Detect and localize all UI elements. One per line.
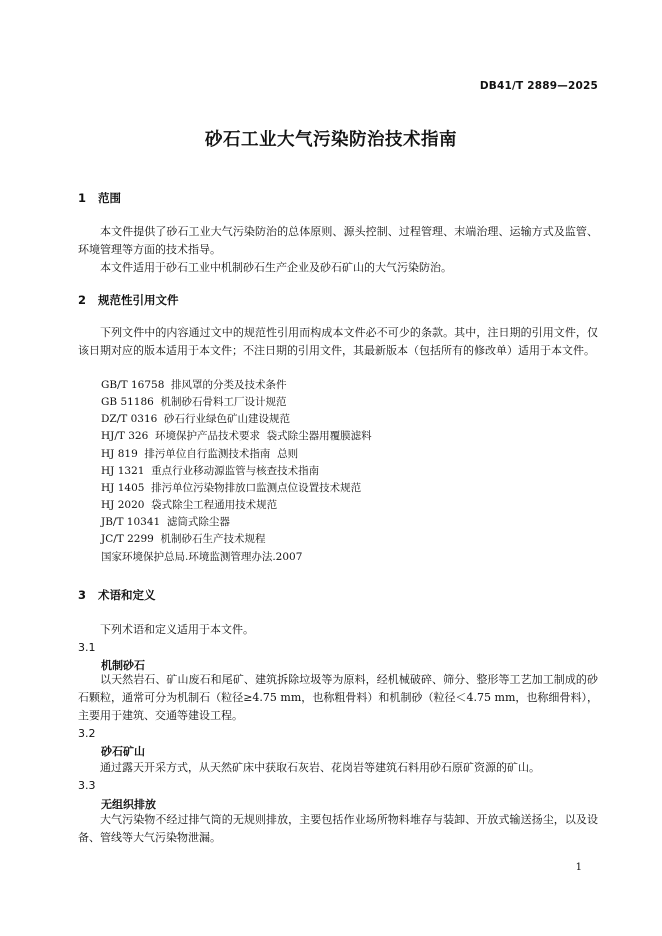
section-number: 2 bbox=[78, 293, 87, 307]
section-title: 范围 bbox=[98, 191, 121, 205]
term-definition: 通过露天开采方式，从天然矿床中获取石灰岩、花岗岩等建筑石料用砂石原矿资源的矿山。 bbox=[100, 761, 540, 774]
paragraph: 下列文件中的内容通过文中的规范性引用而构成本文件必不可少的条款。其中，注日期的引用文件，仅该日期对应的版本适用于本文件；不注日期的引用文件，其最新版本（包括所有的修改单）适用于本文件。 bbox=[78, 326, 598, 357]
term-name: 机制砂石 bbox=[101, 659, 145, 672]
reference-item: DZ/T 0316 砂石行业绿色矿山建设规范 bbox=[101, 413, 290, 425]
term-number: 3.2 bbox=[78, 727, 96, 740]
paragraph: 本文件适用于砂石工业中机制砂石生产企业及砂石矿山的大气污染防治。 bbox=[100, 261, 452, 274]
reference-item: HJ 1321 重点行业移动源监管与核查技术指南 bbox=[101, 465, 320, 477]
section-number: 1 bbox=[78, 191, 87, 205]
paragraph: 本文件提供了砂石工业大气污染防治的总体原则、源头控制、过程管理、末端治理、运输方式及监管、环境管理等方面的技术指导。 bbox=[78, 225, 598, 256]
document-number: DB41/T 2889—2025 bbox=[479, 80, 598, 92]
reference-item: GB/T 16758 排风罩的分类及技术条件 bbox=[101, 379, 287, 391]
reference-item: HJ 1405 排污单位污染物排放口监测点位设置技术规范 bbox=[101, 482, 362, 494]
term-number: 3.1 bbox=[78, 641, 96, 654]
reference-item: HJ 2020 袋式除尘工程通用技术规范 bbox=[101, 499, 278, 511]
page-number: 1 bbox=[575, 862, 582, 873]
term-definition: 大气污染物不经过排气筒的无规则排放，主要包括作业场所物料堆存与装卸、开放式输送扬尘，以及设备、管线等大气污染物泄漏。 bbox=[78, 813, 598, 844]
section-1-heading bbox=[78, 190, 121, 206]
document-title: 砂石工业大气污染防治技术指南 bbox=[205, 130, 457, 150]
term-number: 3.3 bbox=[78, 779, 96, 792]
reference-item: 国家环境保护总局.环境监测管理办法.2007 bbox=[101, 551, 303, 563]
section-3-heading bbox=[78, 587, 156, 603]
section-2-heading bbox=[78, 292, 179, 308]
section-title: 规范性引用文件 bbox=[98, 293, 179, 307]
reference-item: HJ/T 326 环境保护产品技术要求 袋式除尘器用覆膜滤料 bbox=[101, 430, 372, 442]
section-title: 术语和定义 bbox=[98, 588, 156, 602]
term-name: 无组织排放 bbox=[101, 798, 156, 811]
paragraph: 下列术语和定义适用于本文件。 bbox=[100, 623, 254, 636]
reference-item: JB/T 10341 滤筒式除尘器 bbox=[101, 516, 230, 528]
reference-item: JC/T 2299 机制砂石生产技术规程 bbox=[101, 533, 266, 545]
reference-item: HJ 819 排污单位自行监测技术指南 总则 bbox=[101, 448, 299, 460]
term-definition: 以天然岩石、矿山废石和尾矿、建筑拆除垃圾等为原料，经机械破碎、筛分、整形等工艺加工制成的砂石颗粒，通常可分为机制石（粒径≥4.75 mm，也称粗骨料）和机制砂（粒径＜4.75 mm，也称细骨料），主要用于建筑、交通等建设工程。 bbox=[78, 673, 598, 722]
reference-item: GB 51186 机制砂石骨料工厂设计规范 bbox=[101, 396, 287, 408]
section-number: 3 bbox=[78, 588, 87, 602]
term-name: 砂石矿山 bbox=[101, 745, 145, 758]
